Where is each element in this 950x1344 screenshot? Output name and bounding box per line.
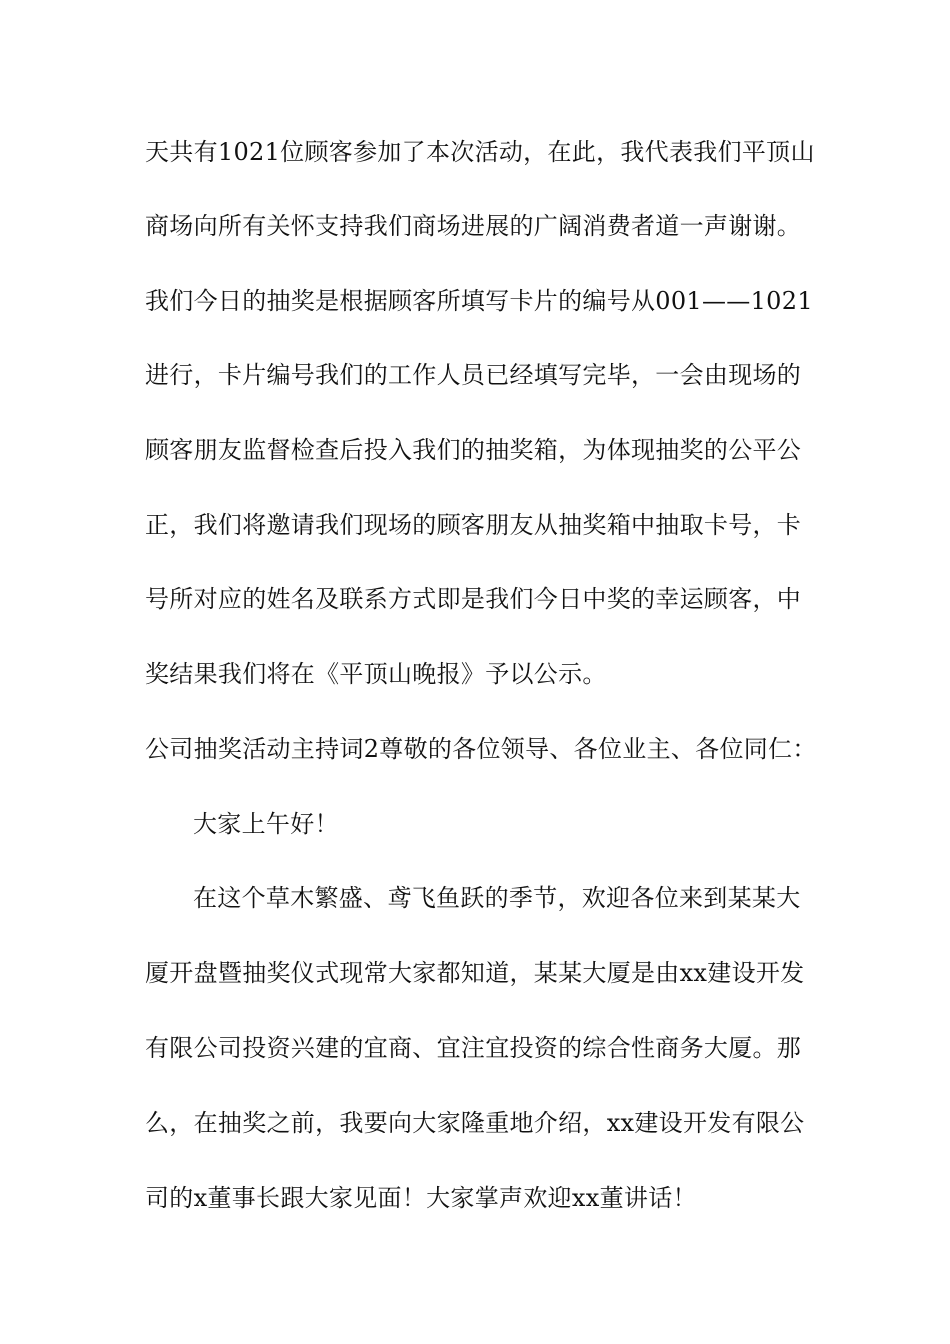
- text-line: 司的x董事长跟大家见面！大家掌声欢迎xx董讲话！: [145, 1184, 697, 1212]
- greeting-line: 大家上午好！: [193, 810, 339, 838]
- text-line: 天共有1021位顾客参加了本次活动，在此，我代表我们平顶山: [145, 138, 815, 166]
- text-line: 奖结果我们将在《平顶山晚报》予以公示。: [145, 660, 607, 688]
- text-line: 进行，卡片编号我们的工作人员已经填写完毕，一会由现场的: [145, 361, 802, 389]
- text-line: 商场向所有关怀支持我们商场进展的广阔消费者道一声谢谢。: [145, 212, 802, 240]
- text-line: 号所对应的姓名及联系方式即是我们今日中奖的幸运顾客，中: [145, 585, 802, 613]
- text-line: 正，我们将邀请我们现场的顾客朋友从抽奖箱中抽取卡号，卡: [145, 511, 802, 539]
- section-heading-line: 公司抽奖活动主持词2尊敬的各位领导、各位业主、各位同仁：: [145, 735, 817, 763]
- paragraph-first-line: 在这个草木繁盛、鸢飞鱼跃的季节，欢迎各位来到某某大: [193, 884, 801, 912]
- text-line: 有限公司投资兴建的宜商、宜注宜投资的综合性商务大厦。那: [145, 1034, 802, 1062]
- text-line: 顾客朋友监督检查后投入我们的抽奖箱，为体现抽奖的公平公: [145, 436, 802, 464]
- text-line: 厦开盘暨抽奖仪式现常大家都知道，某某大厦是由xx建设开发: [145, 959, 805, 987]
- text-line: 么，在抽奖之前，我要向大家隆重地介绍，xx建设开发有限公: [145, 1109, 805, 1137]
- text-line: 我们今日的抽奖是根据顾客所填写卡片的编号从001——1021: [145, 287, 813, 315]
